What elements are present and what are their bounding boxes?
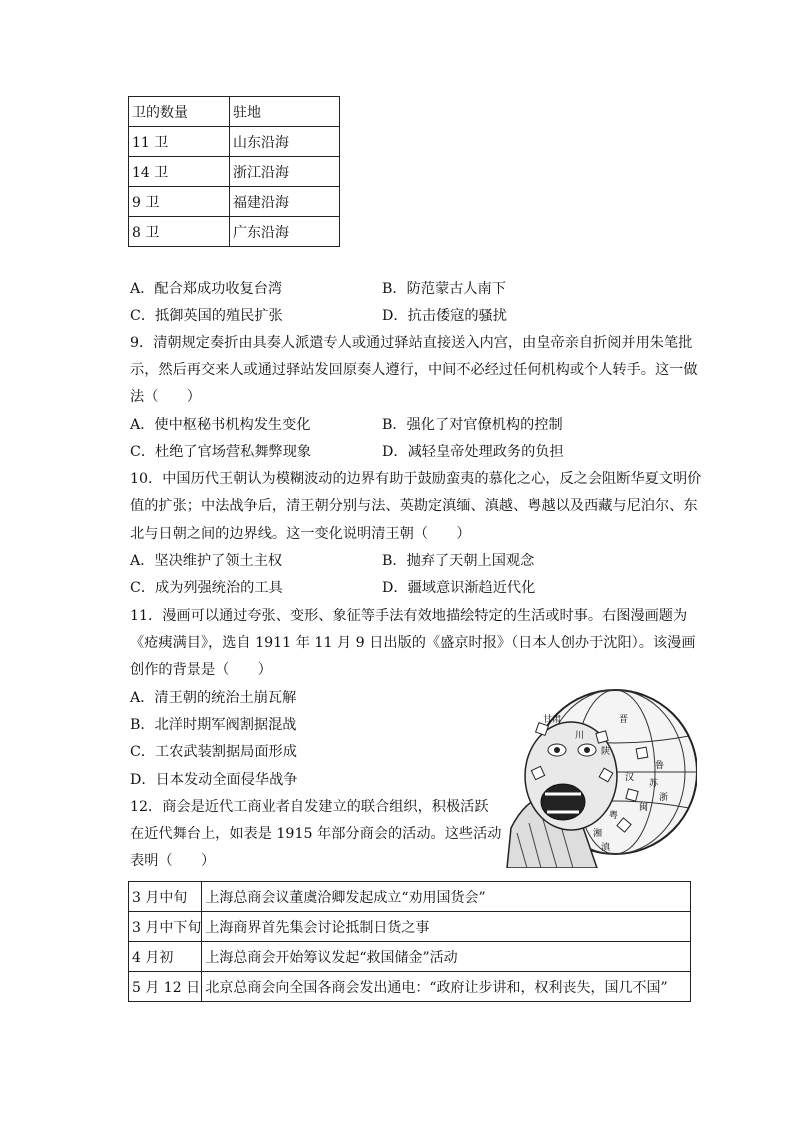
q11-stem-line: 创作的背景是（ ）: [130, 662, 272, 678]
cartoon-label: 滇: [601, 843, 611, 853]
q10-option-a[interactable]: A．坚决维护了领土主权: [130, 553, 283, 569]
table-row: [129, 882, 691, 912]
table-row: [129, 912, 691, 942]
q9-stem-line: 示，然后再交来人或通过驿站发回原奏人遵行，中间不必经过任何机构或个人转手。这一做: [130, 362, 698, 378]
garrison-table: [128, 96, 340, 247]
table-cell: 上海总商会议董虞洽卿发起成立“劝用国货会”: [202, 882, 691, 912]
q12-stem-line: 在近代舞台上，如表是 1915 年部分商会的活动。这些活动: [130, 826, 502, 842]
table-cell: 9 卫: [129, 187, 230, 217]
q11-option-d[interactable]: D．日本发动全面侵华战争: [130, 772, 298, 788]
q10-stem-line: 北与日朝之间的边界线。这一变化说明清王朝（ ）: [130, 526, 471, 542]
cartoon-label: 湘: [593, 829, 603, 839]
table-cell: 11 卫: [129, 127, 230, 157]
table-cell: 3 月中下旬: [129, 912, 202, 942]
table-cell: 4 月初: [129, 942, 202, 972]
cartoon-label: 闽: [639, 803, 649, 813]
figure-mouth: [541, 784, 585, 820]
cartoon-label: 晋: [619, 715, 629, 725]
cartoon-label: 甘肃: [543, 715, 562, 725]
table-cell: 8 卫: [129, 217, 230, 247]
cartoon-illustration: [497, 688, 697, 868]
q10-option-c[interactable]: C．成为列强统治的工具: [130, 580, 283, 596]
table-cell: 山东沿海: [230, 127, 340, 157]
q8-option-b[interactable]: B．防范蒙古人南下: [382, 281, 506, 297]
table-cell: 浙江沿海: [230, 157, 340, 187]
table-header-row: [129, 97, 340, 127]
q10-option-d[interactable]: D．疆域意识渐趋近代化: [382, 580, 536, 596]
cartoon-label: 苏: [649, 779, 659, 789]
q8-option-d[interactable]: D．抗击倭寇的骚扰: [382, 308, 507, 324]
table-row: [129, 972, 691, 1002]
q9-option-b[interactable]: B．强化了对官僚机构的控制: [382, 417, 563, 433]
q10-option-b[interactable]: B．抛弃了天朝上国观念: [382, 553, 535, 569]
q11-stem-line: 《疮痍满目》，选自 1911 年 11 月 9 日出版的《盛京时报》（日本人创办于沈阳）。该漫画: [130, 635, 696, 651]
q11-option-a[interactable]: A．清王朝的统治土崩瓦解: [130, 690, 297, 706]
table-cell: 上海商界首先集会讨论抵制日货之事: [202, 912, 691, 942]
q10-stem-line: 10．中国历代王朝认为模糊波动的边界有助于鼓励蛮夷的慕化之心，反之会阻断华夏文明价: [130, 471, 702, 487]
cartoon-label: 陕: [601, 747, 611, 757]
table-cell: 3 月中旬: [129, 882, 202, 912]
q8-option-c[interactable]: C．抵御英国的殖民扩张: [130, 308, 283, 324]
table-row: [129, 942, 691, 972]
q12-stem-line: 12．商会是近代工商业者自发建立的联合组织，积极活跃: [130, 799, 489, 815]
q8-option-a[interactable]: A．配合郑成功收复台湾: [130, 281, 283, 297]
cartoon-label: 川: [575, 731, 585, 741]
table-header-cell: 驻地: [230, 97, 340, 127]
cartoon-label: 汉: [625, 773, 635, 783]
table-cell: 14 卫: [129, 157, 230, 187]
q11-stem-line: 11．漫画可以通过夸张、变形、象征等手法有效地描绘特定的生活或时事。右图漫画题为: [130, 608, 688, 624]
q9-stem-line: 9．清朝规定奏折由具奏人派遣专人或通过驿站直接送入内宫，由皇帝亲自折阅并用朱笔批: [130, 335, 693, 351]
q11-option-c[interactable]: C．工农武装割据局面形成: [130, 744, 297, 760]
q10-stem-line: 值的扩张；中法战争后，清王朝分别与法、英勘定滇缅、滇越、粤越以及西藏与尼泊尔、东: [130, 498, 698, 514]
q9-option-c[interactable]: C．杜绝了官场营私舞弊现象: [130, 444, 312, 460]
table-row: [129, 127, 340, 157]
q9-option-d[interactable]: D．减轻皇帝处理政务的负担: [382, 444, 564, 460]
table-row: [129, 157, 340, 187]
q9-option-a[interactable]: A．使中枢秘书机构发生变化: [130, 417, 311, 433]
q11-option-b[interactable]: B．北洋时期军阀割据混战: [130, 717, 297, 733]
table-cell: 广东沿海: [230, 217, 340, 247]
table-header-cell: 卫的数量: [129, 97, 230, 127]
cartoon-label: 鲁: [655, 761, 665, 771]
chamber-activities-table: [128, 881, 691, 1002]
cartoon-label: 粤: [609, 811, 619, 821]
table-cell: 福建沿海: [230, 187, 340, 217]
table-cell: 5 月 12 日: [129, 972, 202, 1002]
table-cell: 北京总商会向全国各商会发出通电：“政府让步讲和，权利丧失，国几不国”: [202, 972, 691, 1002]
q9-stem-line: 法（ ）: [130, 389, 201, 405]
cartoon-label: 浙: [659, 793, 669, 803]
table-row: [129, 217, 340, 247]
q12-stem-line: 表明（ ）: [130, 853, 216, 869]
table-row: [129, 187, 340, 217]
table-cell: 上海总商会开始筹议发起“救国储金”活动: [202, 942, 691, 972]
